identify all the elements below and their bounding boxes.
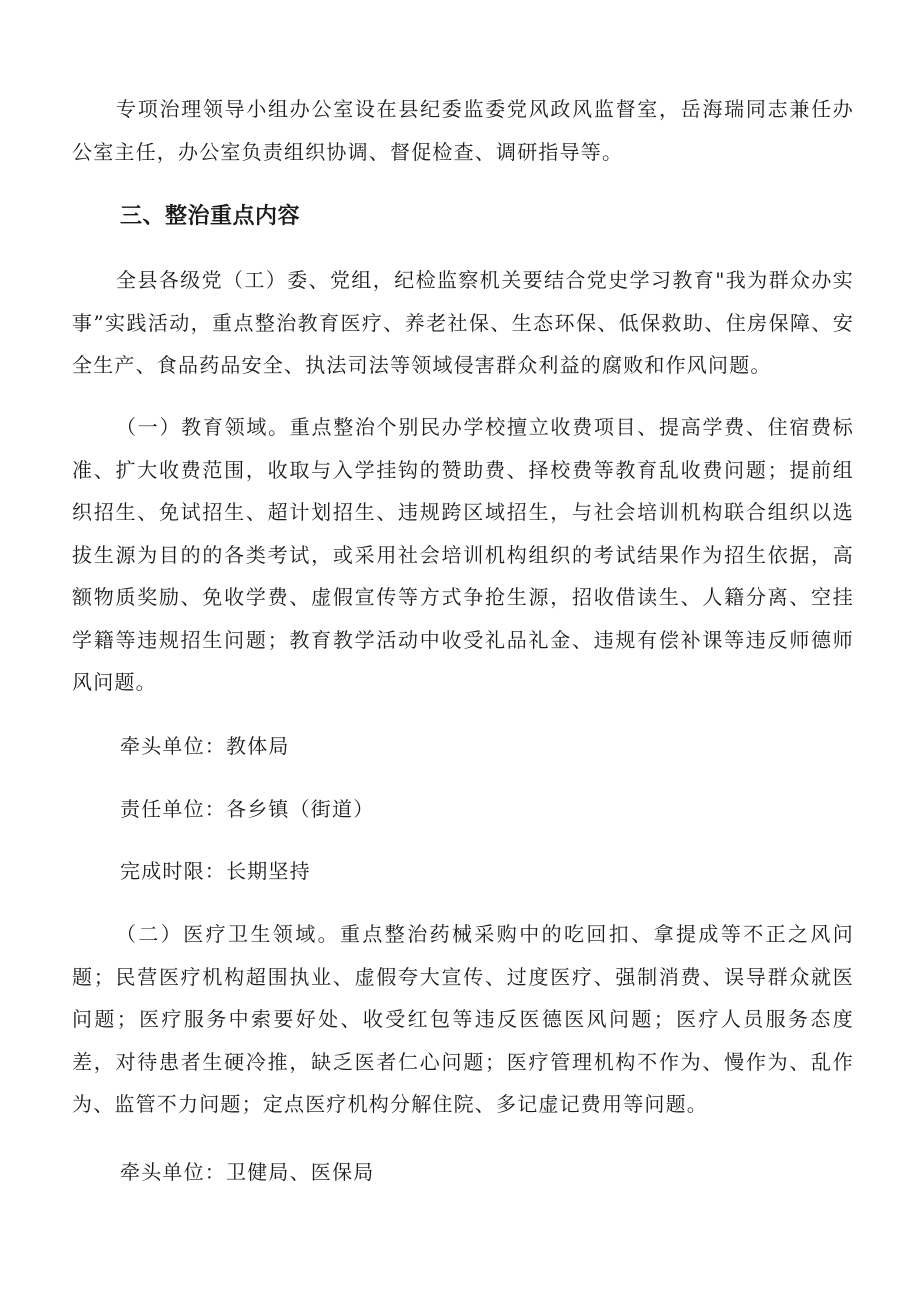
section-heading: 三、整治重点内容 — [120, 204, 301, 229]
office-paragraph: 专项治理领导小组办公室设在县纪委监委党风政风监督室，岳海瑞同志兼任办公室主任，办公室负责组织协调、督促检查、调研指导等。 — [72, 97, 854, 164]
medical-lead-unit: 牵头单位：卫健局、医保局 — [120, 1160, 375, 1184]
education-deadline: 完成时限：长期坚持 — [120, 859, 311, 883]
education-paragraph: （一）教育领域。重点整治个别民办学校擅立收费项目、提高学费、住宿费标准、扩大收费范围，收取与入学挂钩的赞助费、择校费等教育乱收费问题；提前组织招生、免试招生、超计划招生、违规跨区域招生，与社会培训机构联合组织以选拔生源为目的的各类考试，或采用社会培训机构组织的考试结果作为招生依据，高额物质奖励、免收学费、虚假宣传等方式争抢生源，招收借读生、人籍分离、空挂学籍等违规招生问题；教育教学活动中收受礼品礼金、违规有偿补课等违反师德师风问题。 — [72, 415, 854, 694]
medical-paragraph: （二）医疗卫生领域。重点整治药械采购中的吃回扣、拿提成等不正之风问题；民营医疗机构超围执业、虚假夸大宣传、过度医疗、强制消费、误导群众就医问题；医疗服务中索要好处、收受红包等违反医德医风问题；医疗人员服务态度差，对待患者生硬冷推，缺乏医者仁心问题；医疗管理机构不作为、慢作为、乱作为、监管不力问题；定点医疗机构分解住院、多记虚记费用等问题。 — [72, 922, 854, 1116]
education-lead-unit: 牵头单位：教体局 — [120, 734, 290, 758]
education-responsible-unit: 责任单位：各乡镇（街道） — [120, 797, 375, 821]
intro-paragraph: 全县各级党（工）委、党组，纪检监察机关要结合党史学习教育"我为群众办实事”实践活动，重点整治教育医疗、养老社保、生态环保、低保救助、住房保障、安全生产、食品药品安全、执法司法等领域侵害群众利益的腐败和作风问题。 — [72, 268, 854, 377]
